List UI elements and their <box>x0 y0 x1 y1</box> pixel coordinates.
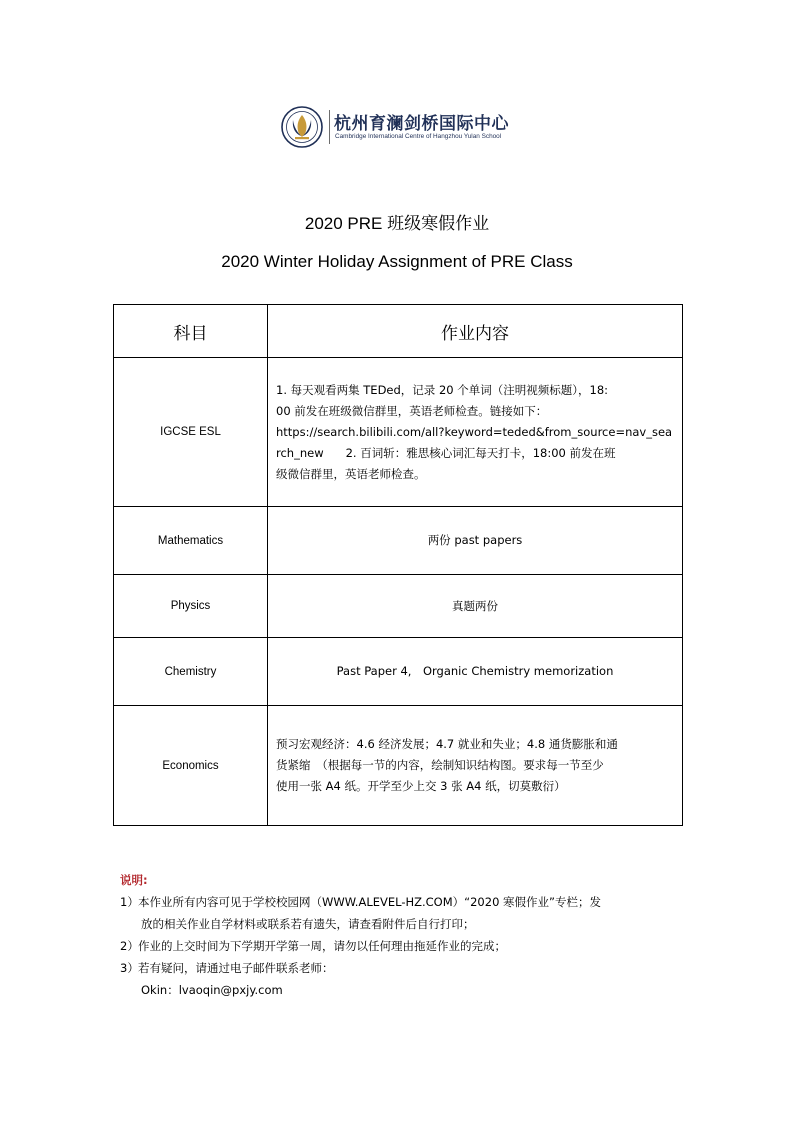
subject-cell: Chemistry <box>114 638 268 706</box>
content-cell <box>268 358 683 507</box>
header-content: 作业内容 <box>268 305 683 358</box>
subject-cell: Economics <box>114 706 268 826</box>
content-line: 级微信群里，英语老师检查。 <box>276 466 426 481</box>
page-title-en: 2020 Winter Holiday Assignment of PRE Class <box>221 252 573 271</box>
content-cell <box>268 706 683 826</box>
subject-cell: Physics <box>114 575 268 638</box>
notes-title: 说明: <box>120 873 148 887</box>
table-row <box>114 638 683 706</box>
table-header-row <box>114 305 683 358</box>
content-cell: Past Paper 4, Organic Chemistry memorization <box>268 638 683 706</box>
note-text: 作业的上交时间为下学期开学第一周，请勿以任何理由拖延作业的完成； <box>138 939 506 953</box>
note-item <box>120 957 690 1001</box>
school-logo <box>281 104 521 150</box>
table-row <box>114 507 683 575</box>
school-name-en: Cambridge International Centre of Hangzhou Yulan School <box>335 133 502 140</box>
note-text: 放的相关作业自学材料或联系若有遗失，请查看附件后自行打印； <box>141 917 475 931</box>
content-line: 使用一张 A4 纸。开学至少上交 3 张 A4 纸，切莫敷衍） <box>276 779 566 793</box>
content-line: 1. 每天观看两集 TEDed，记录 20 个单词（注明视频标题），18: <box>276 382 609 397</box>
note-text: 若有疑问，请通过电子邮件联系老师： <box>138 961 334 975</box>
content-line: 00 前发在班级微信群里，英语老师检查。链接如下： <box>276 403 548 418</box>
table-row <box>114 706 683 826</box>
page-title-cn: 2020 PRE 班级寒假作业 <box>304 214 490 233</box>
note-number: 3） <box>120 961 139 975</box>
content-line-group <box>276 443 674 464</box>
content-cell: 真题两份 <box>268 575 683 638</box>
school-emblem-icon <box>281 106 323 148</box>
logo-divider <box>329 110 330 144</box>
content-line: 2. 百词斩：雅思核心词汇每天打卡，18:00 前发在班 <box>345 445 616 460</box>
note-number: 2） <box>120 939 139 953</box>
note-item <box>120 891 690 935</box>
content-cell: 两份 past papers <box>268 507 683 575</box>
content-line: 预习宏观经济：4.6 经济发展；4.7 就业和失业；4.8 通货膨胀和通 <box>276 737 618 751</box>
content-line: 货紧缩 （根据每一节的内容，绘制知识结构图。要求每一节至少 <box>276 758 604 772</box>
note-text: 本作业所有内容可见于学校校园网（WWW.ALEVEL-HZ.COM）“2020 寒假作业”专栏；发 <box>138 895 601 909</box>
notes-section <box>120 869 690 1001</box>
header-subject: 科目 <box>114 305 268 358</box>
note-number: 1） <box>120 895 139 909</box>
table-row <box>114 358 683 507</box>
subject-cell: Mathematics <box>114 507 268 575</box>
school-name-cn: 杭州育澜剑桥国际中心 <box>334 114 509 134</box>
note-item <box>120 935 690 957</box>
subject-cell: IGCSE ESL <box>114 358 268 507</box>
contact-email: Okin：lvaoqin@pxjy.com <box>141 983 283 997</box>
content-link: rch_new <box>276 445 324 460</box>
content-link: https://search.bilibili.com/all?keyword=teded&from_source=nav_sea <box>276 424 673 439</box>
assignment-table <box>113 304 683 826</box>
table-row <box>114 575 683 638</box>
